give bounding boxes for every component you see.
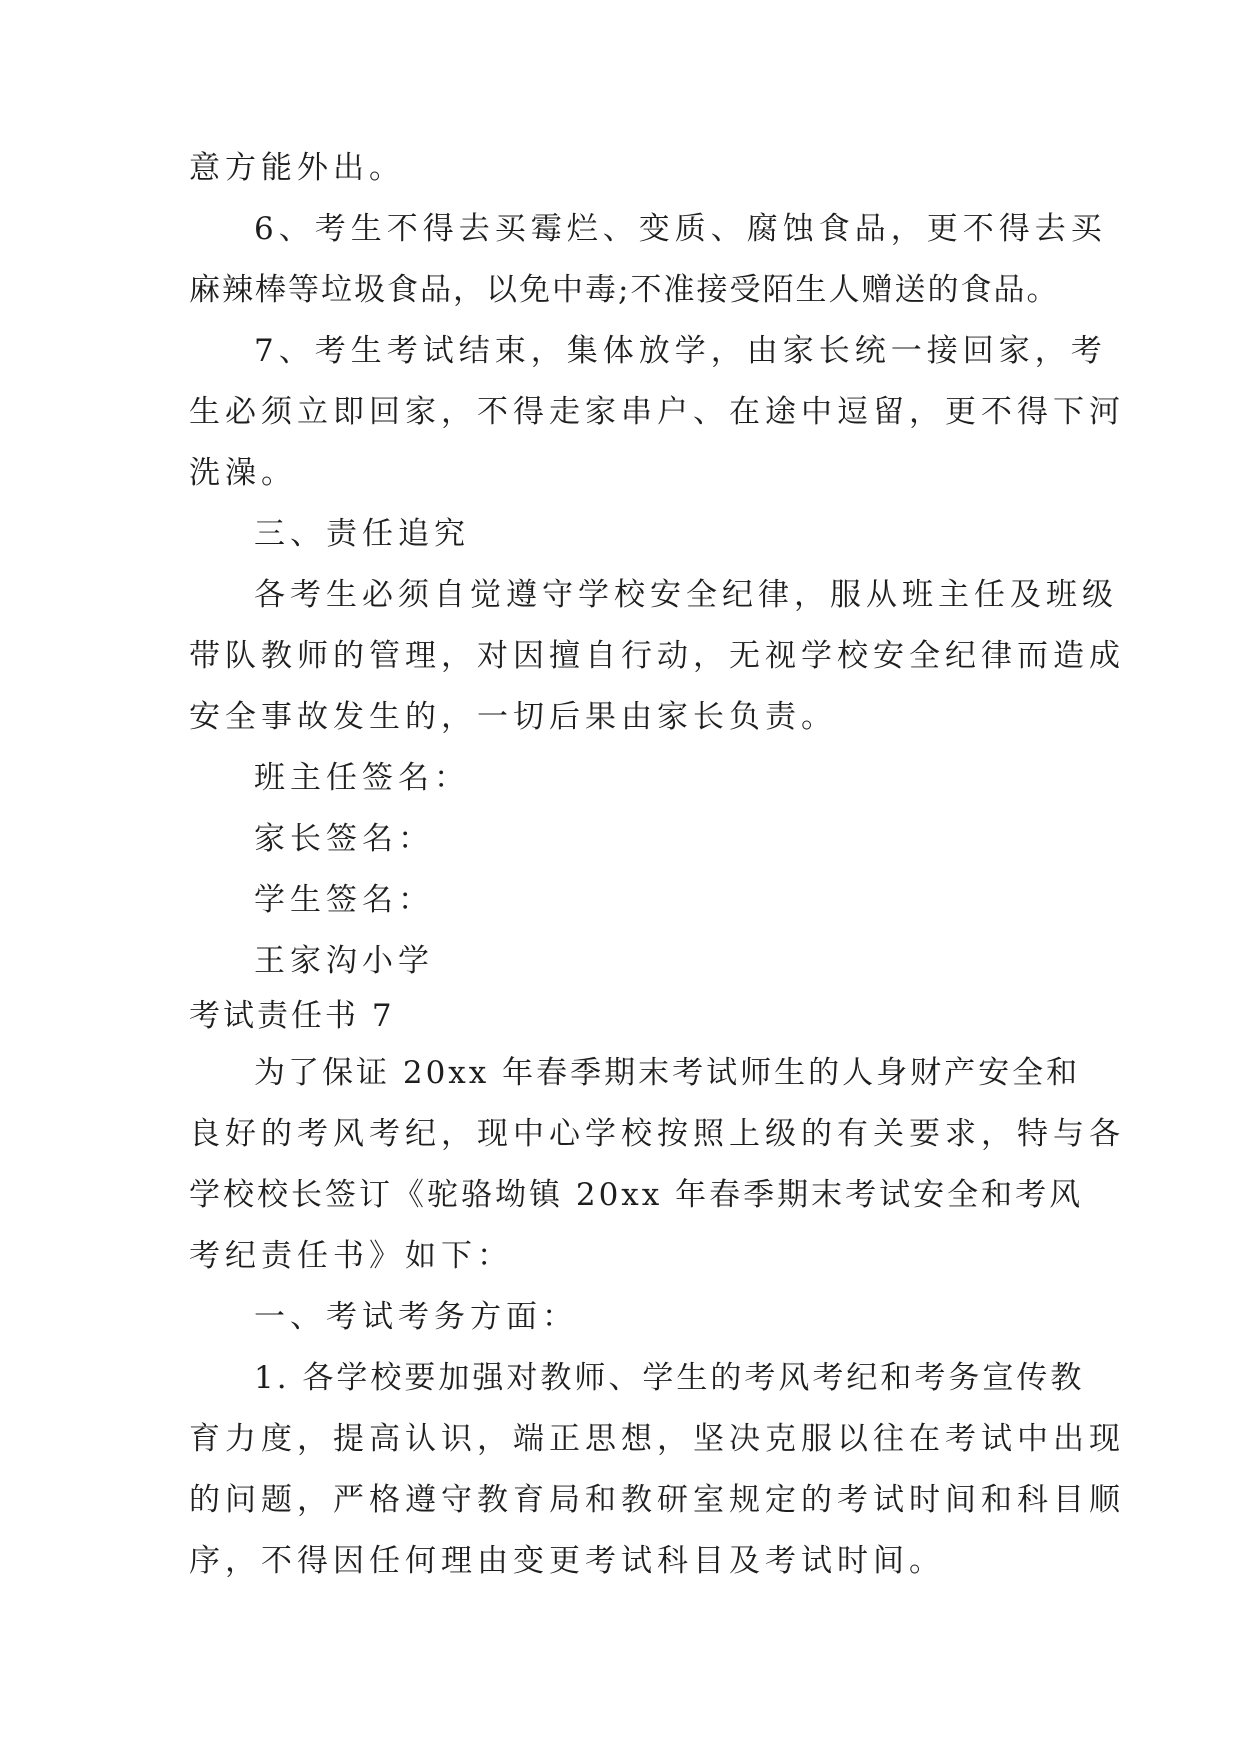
text-line: 各考生必须自觉遵守学校安全纪律，服从班主任及班级 xyxy=(254,577,1118,613)
section-heading: 一、考试考务方面： xyxy=(254,1299,578,1335)
text-line: 带队教师的管理，对因擅自行动，无视学校安全纪律而造成 xyxy=(189,638,1125,674)
text-line: 序，不得因任何理由变更考试科目及考试时间。 xyxy=(189,1543,945,1579)
section-heading: 三、责任追究 xyxy=(254,516,470,552)
text-line: 意方能外出。 xyxy=(189,150,405,186)
text-line: 育力度，提高认识，端正思想，坚决克服以往在考试中出现 xyxy=(189,1421,1125,1457)
text-line: 6、考生不得去买霉烂、变质、腐蚀食品，更不得去买 xyxy=(254,211,1107,247)
text-line: 安全事故发生的，一切后果由家长负责。 xyxy=(189,699,837,735)
text-line: 麻辣棒等垃圾食品，以免中毒;不准接受陌生人赠送的食品。 xyxy=(189,272,1060,308)
text-line: 学校校长签订《驼骆坳镇 20xx 年春季期末考试安全和考风 xyxy=(189,1177,1084,1213)
text-line: 良好的考风考纪，现中心学校按照上级的有关要求，特与各 xyxy=(189,1116,1125,1152)
signature-line-parent: 家长签名： xyxy=(254,821,434,857)
text-line: 考纪责任书》如下： xyxy=(189,1238,513,1274)
text-line: 为了保证 20xx 年春季期末考试师生的人身财产安全和 xyxy=(254,1055,1081,1091)
school-name: 王家沟小学 xyxy=(254,943,434,979)
text-line: 的问题，严格遵守教育局和教研室规定的考试时间和科目顺 xyxy=(189,1482,1125,1518)
signature-line-teacher: 班主任签名： xyxy=(254,760,470,796)
text-line: 生必须立即回家，不得走家串户、在途中逗留，更不得下河 xyxy=(189,394,1125,430)
text-line: 7、考生考试结束，集体放学，由家长统一接回家，考 xyxy=(254,333,1107,369)
signature-line-student: 学生签名： xyxy=(254,882,434,918)
text-line: 1. 各学校要加强对教师、学生的考风考纪和考务宣传教 xyxy=(254,1360,1085,1396)
document-title: 考试责任书 7 xyxy=(189,998,395,1034)
text-line: 洗澡。 xyxy=(189,455,297,491)
